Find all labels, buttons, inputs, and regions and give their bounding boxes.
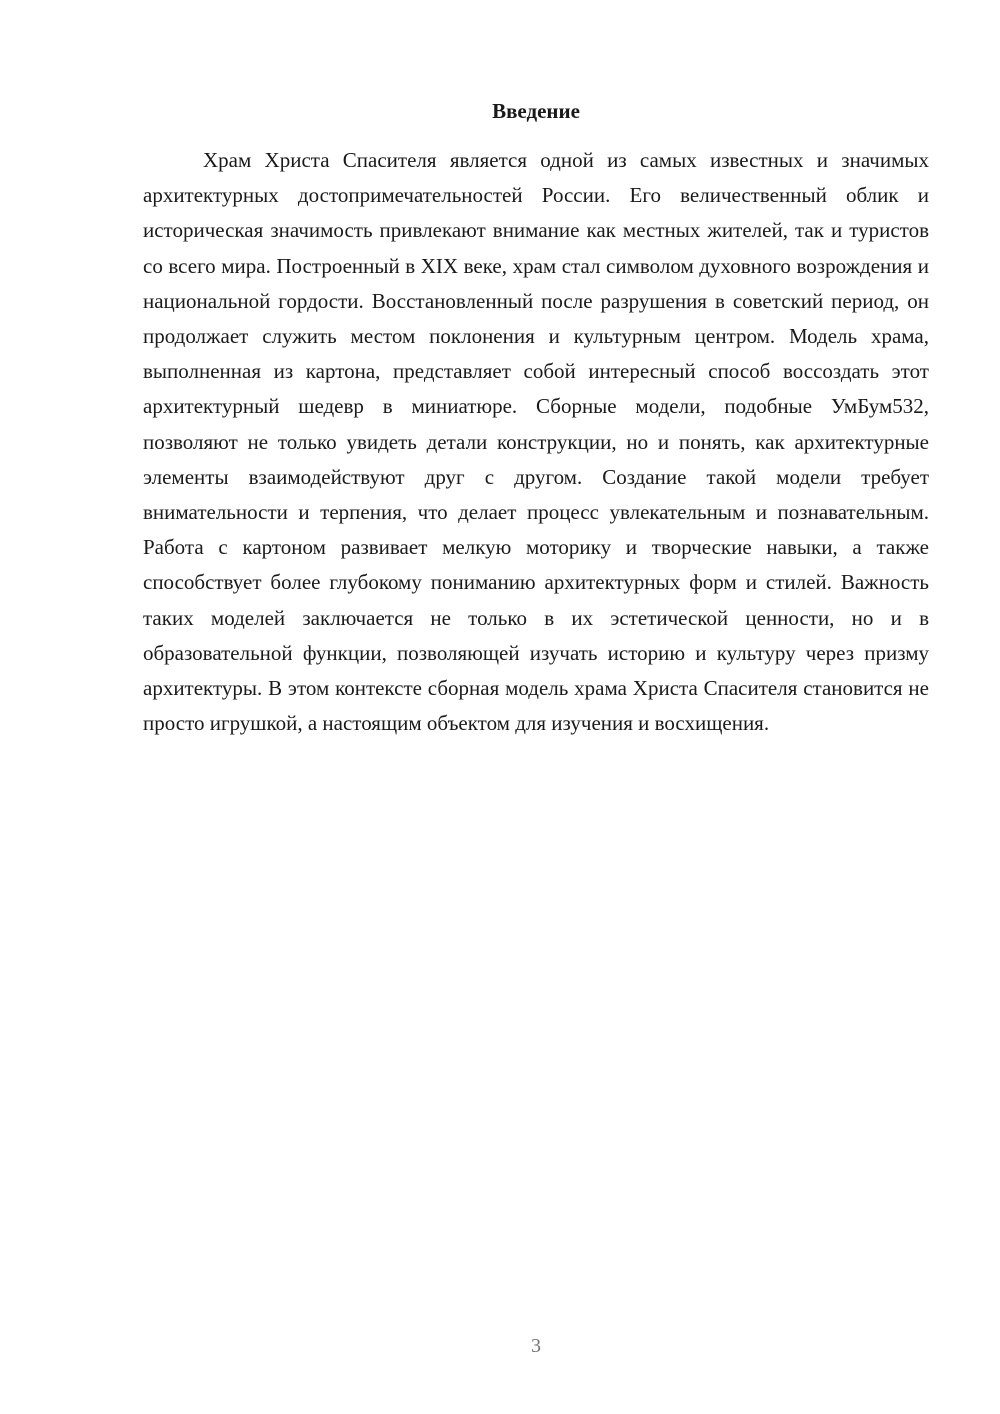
page-number: 3 <box>531 1335 541 1357</box>
body-paragraph: Храм Христа Спасителя является одной из самых известных и значимых архитектурных достопримечательностей России. Его величественный облик и историческая значимость привлекают внимание как местных жителей, так и туристов со всего мира. Построенный в XIX веке, храм стал символом духовного возрождения и национальной гордости. Восстановленный после разрушения в советский период, он продолжает служить местом поклонения и культурным центром. Модель храма, выполненная из картона, представляет собой интересный способ воссоздать этот архитектурный шедевр в миниатюре. Сборные модели, подобные УмБум532, позволяют не только увидеть детали конструкции, но и понять, как архитектурные элементы взаимодействуют друг с другом. Создание такой модели требует внимательности и терпения, что делает процесс увлекательным и познавательным. Работа с картоном развивает мелкую моторику и творческие навыки, а также способствует более глубокому пониманию архитектурных форм и стилей. Важность таких моделей заключается не только в их эстетической ценности, но и в образовательной функции, позволяющей изучать историю и культуру через призму архитектуры. В этом контексте сборная модель храма Христа Спасителя становится не просто игрушкой, а настоящим объектом для изучения и восхищения. <box>143 148 929 736</box>
page-title: Введение <box>492 99 580 123</box>
